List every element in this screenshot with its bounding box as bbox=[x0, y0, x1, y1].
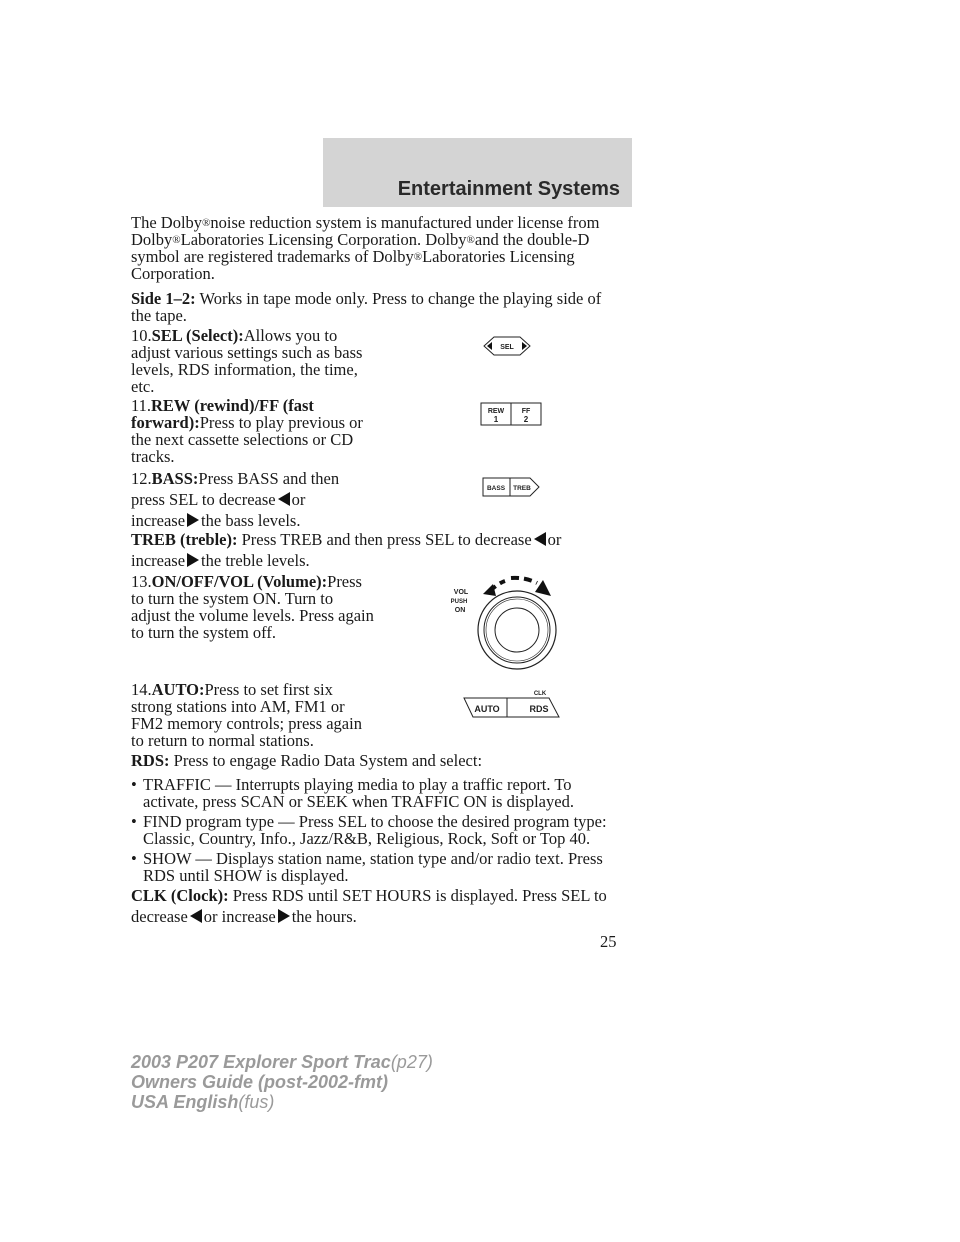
rds-bullet-show: • SHOW — Displays station name, station type and/or radio text. Press RDS until SHOW is displayed. bbox=[131, 849, 603, 885]
decrease-arrow-icon bbox=[190, 909, 202, 923]
clk-paragraph: CLK (Clock): Press RDS until SET HOURS is displayed. Press SEL to decrease or increase the hours. bbox=[131, 886, 607, 926]
item-10-sel: 10.SEL (Select):Allows you to adjust various settings such as bass levels, RDS information, the time, etc. bbox=[131, 326, 363, 396]
decrease-arrow-icon bbox=[278, 492, 290, 506]
ff-figure-number: 2 bbox=[523, 415, 529, 424]
rds-paragraph: RDS: Press to engage Radio Data System and select: bbox=[131, 751, 483, 770]
treb-figure-label: TREB bbox=[513, 485, 531, 492]
clk-figure-label: CLK bbox=[533, 691, 547, 697]
auto-rds-button-figure bbox=[463, 686, 561, 718]
vol-figure-line3: ON bbox=[454, 607, 466, 614]
increase-arrow-icon bbox=[187, 513, 199, 527]
section-title: Entertainment Systems bbox=[397, 178, 620, 200]
increase-arrow-icon bbox=[278, 909, 290, 923]
sel-button-figure bbox=[482, 335, 532, 357]
document-footer: 2003 P207 Explorer Sport Trac(p27) Owners Guide (post-2002-fmt) USA English(fus) bbox=[131, 1052, 433, 1112]
ff-figure-label: FF bbox=[521, 408, 531, 415]
rds-figure-label: RDS bbox=[529, 704, 549, 714]
page-number: 25 bbox=[600, 932, 617, 951]
rew-figure-label: REW bbox=[487, 408, 505, 415]
vol-figure-line1: VOL bbox=[453, 589, 469, 596]
increase-arrow-icon bbox=[187, 553, 199, 567]
volume-knob-figure bbox=[445, 572, 557, 672]
auto-figure-label: AUTO bbox=[474, 704, 500, 714]
item-11-rew-ff: 11.REW (rewind)/FF (fast forward):Press to play previous or the next cassette selections or CD tracks. bbox=[131, 396, 363, 466]
bass-treb-button-figure bbox=[482, 477, 540, 497]
rew-figure-number: 1 bbox=[493, 415, 499, 424]
item-13-vol: 13.ON/OFF/VOL (Volume):Press to turn the system ON. Turn to adjust the volume levels. Press again to turn the system off. bbox=[131, 572, 374, 642]
item-14-auto: 14.AUTO:Press to set first six strong stations into AM, FM1 or FM2 memory controls; press again to return to normal stations. bbox=[131, 680, 362, 750]
decrease-arrow-icon bbox=[534, 532, 546, 546]
section-header-bar bbox=[323, 138, 632, 207]
rds-bullet-find: • FIND program type — Press SEL to choose the desired program type: Classic, Country, Info., Jazz/R&B, Religious, Rock, Soft or Top 40. bbox=[131, 812, 607, 848]
side-paragraph: Side 1–2: Works in tape mode only. Press to change the playing side of the tape. bbox=[131, 289, 602, 325]
dolby-paragraph: The Dolby®noise reduction system is manufactured under license from Dolby®Laboratories Licensing Corporation. Dolby®and the double-D symbol are registered trademarks of Dolby®Laboratories Licensing Corporation. bbox=[131, 213, 600, 283]
rds-bullet-traffic: • TRAFFIC — Interrupts playing media to play a traffic report. To activate, press SCAN or SEEK when TRAFFIC ON is displayed. bbox=[131, 775, 574, 811]
rew-ff-button-figure bbox=[480, 402, 542, 426]
treb-paragraph: TREB (treble): Press TREB and then press SEL to decrease or increase the treble levels. bbox=[131, 530, 562, 570]
item-12-bass: 12.BASS:Press BASS and then press SEL to decrease or increase the bass levels. bbox=[131, 469, 340, 530]
sel-figure-label: SEL bbox=[500, 344, 514, 351]
bass-figure-label: BASS bbox=[486, 485, 506, 492]
vol-figure-line2: PUSH bbox=[450, 599, 468, 605]
